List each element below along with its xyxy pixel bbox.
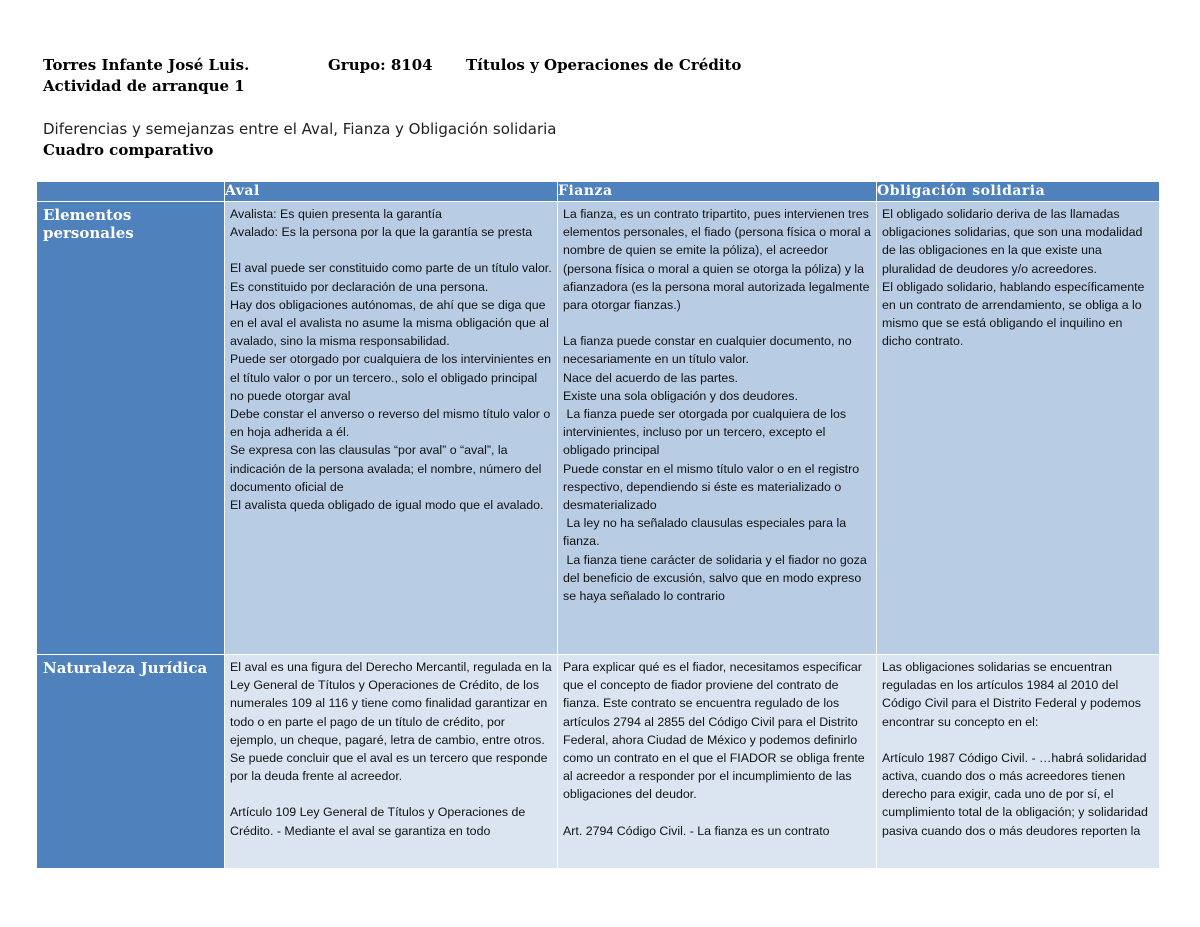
paragraph: Art. 2794 Código Civil. - La fianza es un contrato <box>563 823 830 838</box>
paragraph: Avalado: Es la persona por la que la garantía se presta <box>230 225 533 240</box>
paragraph: La ley no ha señalado clausulas especiales para la fianza. <box>563 516 850 549</box>
cell-obligacion <box>877 202 1160 655</box>
cell-aval <box>225 202 558 655</box>
student-name: Torres Infante José Luis. <box>43 56 250 74</box>
paragraph: Avalista: Es quien presenta la garantía <box>230 207 442 221</box>
blank-line <box>230 785 552 803</box>
paragraph: Artículo 1987 Código Civil. - …habrá solidaridad activa, cuando dos o más acreedores tienen derecho para exigir, cada uno de por sí, el cumplimiento total de la obligación; y solidaridad pasiva cuando dos o más deudores reporten la <box>882 750 1152 838</box>
cell-fianza <box>558 202 877 655</box>
paragraph: Nace del acuerdo de las partes. <box>563 370 738 385</box>
table-row <box>37 655 1160 869</box>
paragraph: La fianza puede constar en cualquier documento, no necesariamente en un título valor. <box>563 334 856 367</box>
activity-title: Actividad de arranque 1 <box>43 77 245 95</box>
paragraph: La fianza, es un contrato tripartito, pues intervienen tres elementos personales, el fiado (persona física o moral a nombre de quien se emite la póliza), el acreedor (persona física o moral a quien se otorga la póliza) y la afianzadora (es la persona moral autorizada legalmente para otorgar fianzas.) <box>563 207 875 313</box>
paragraph: Para explicar qué es el fiador, necesitamos especificar que el concepto de fiador proviene del contrato de fianza. Este contrato se encuentra regulado de los artículos 2794 al 2855 del Código Civil para el Distrito Federal, ahora Ciudad de México y podemos definirlo como un contrato en el que el FIADOR se obliga frente al acreedor a responder por el incumplimiento de las obligaciones del deudor. <box>563 660 869 802</box>
paragraph: La fianza tiene carácter de solidaria y el fiador no goza del beneficio de excusión, salvo que en modo expreso se haya señalado lo contrario <box>563 552 871 604</box>
table-title: Cuadro comparativo <box>43 141 214 159</box>
paragraph: Es constituido por declaración de una persona. <box>230 279 489 294</box>
paragraph: La fianza puede ser otorgada por cualquiera de los intervinientes, incluso por un tercero, excepto el obligado principal <box>563 407 850 458</box>
paragraph: El aval puede ser constituido como parte de un título valor. <box>230 261 552 276</box>
paragraph: Hay dos obligaciones autónomas, de ahí que se diga que en el aval el avalista no asume la misma obligación que al avalado, sino la misma responsabilidad. <box>230 297 553 349</box>
table-header-row <box>37 182 1160 202</box>
header-cell-fianza: Fianza <box>558 182 877 202</box>
paragraph: Puede ser otorgado por cualquiera de los intervinientes en el título valor o por un tercero., solo el obligado principal no puede otorgar aval <box>230 352 555 403</box>
header-cell-empty <box>37 182 225 202</box>
paragraph: Artículo 109 Ley General de Títulos y Operaciones de Crédito. - Mediante el aval se garantiza en todo <box>230 805 529 838</box>
cell-aval <box>225 655 558 869</box>
paragraph: El aval es una figura del Derecho Mercantil, regulada en la Ley General de Títulos y Operaciones de Crédito, de los numerales 109 al 116 y tiene como finalidad garantizar en todo o en parte el pago de un título de crédito, por ejemplo, un cheque, pagaré, letra de cambio, entre otros. Se puede concluir que el aval es un tercero que responde por la deuda frente al acreedor. <box>230 660 556 784</box>
paragraph: El avalista queda obligado de igual modo que el avalado. <box>230 498 544 513</box>
group-label: Grupo: 8104 <box>328 56 433 74</box>
paragraph: Se expresa con las clausulas “por aval” o “aval”, la indicación de la persona avalada; el nombre, número del documento oficial de <box>230 443 545 494</box>
cell-fianza <box>558 655 877 869</box>
document-subtitle: Diferencias y semejanzas entre el Aval, Fianza y Obligación solidaria <box>43 120 557 138</box>
blank-line <box>563 804 871 822</box>
comparison-table <box>36 181 1160 869</box>
row-label-elementos: Elementos personales <box>37 202 225 655</box>
paragraph: Existe una sola obligación y dos deudores. <box>563 388 798 403</box>
paragraph: Debe constar el anverso o reverso del mismo título valor o en hoja adherida a él. <box>230 407 554 440</box>
blank-line <box>882 731 1154 749</box>
paragraph: El obligado solidario, hablando específicamente en un contrato de arrendamiento, se obliga a lo mismo que se está obligando el inquilino en dicho contrato. <box>882 279 1148 349</box>
blank-line <box>230 241 552 259</box>
paragraph: El obligado solidario deriva de las llamadas obligaciones solidarias, que son una modalidad de las obligaciones en la que existe una pluralidad de deudores y/o acreedores. <box>882 207 1146 276</box>
paragraph: Puede constar en el mismo título valor o en el registro respectivo, dependiendo si éste es materializado o desmaterializado <box>563 461 863 513</box>
subject-title: Títulos y Operaciones de Crédito <box>466 56 742 74</box>
cell-obligacion <box>877 655 1160 869</box>
row-label-naturaleza: Naturaleza Jurídica <box>37 655 225 869</box>
table-row <box>37 202 1160 655</box>
paragraph: Las obligaciones solidarias se encuentran reguladas en los artículos 1984 al 2010 del Código Civil para el Distrito Federal y podemos encontrar su concepto en el: <box>882 660 1145 729</box>
header-cell-aval: Aval <box>225 182 558 202</box>
header-cell-obligacion: Obligación solidaria <box>877 182 1160 202</box>
blank-line <box>563 314 871 332</box>
